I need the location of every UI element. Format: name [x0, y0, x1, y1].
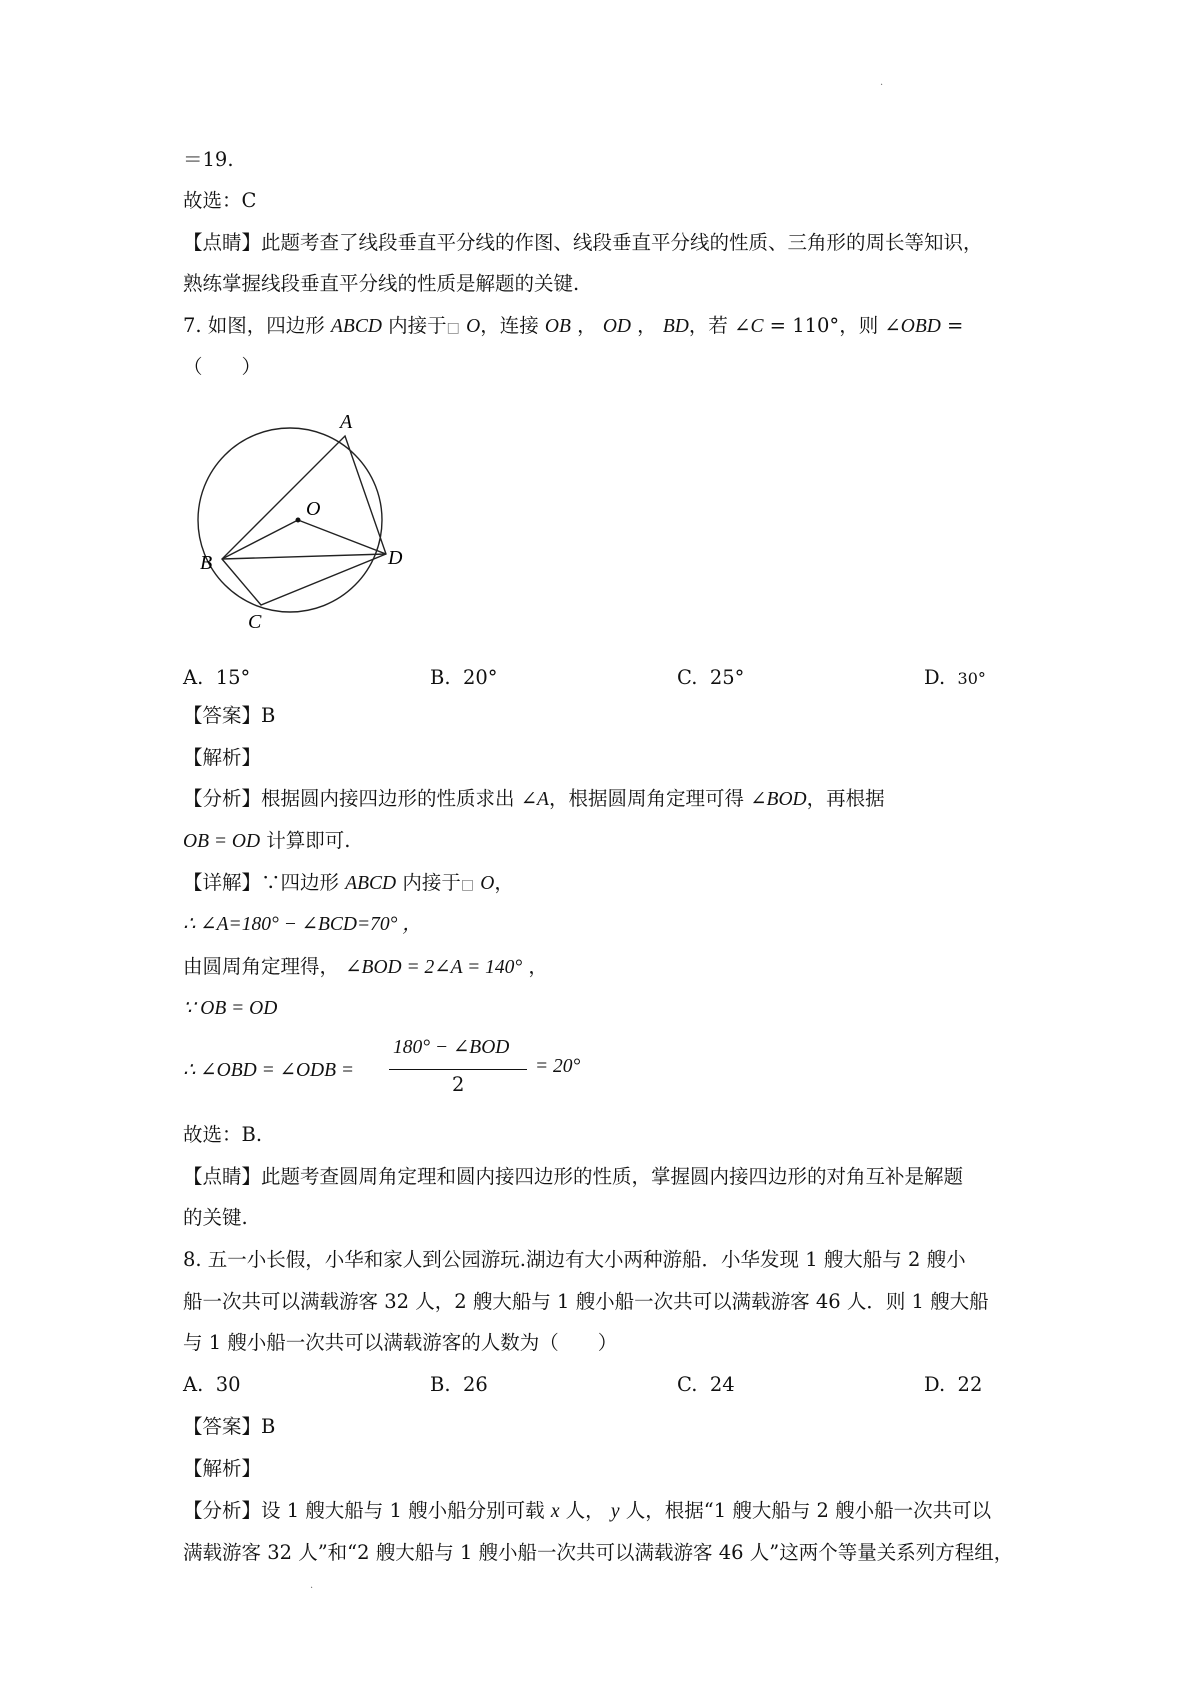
q8-option-c — [677, 1370, 735, 1400]
q8-stem-1: 8. 五一小长假，小华和家人到公园游玩.湖边有大小两种游船．小华发现 1 艘大船与 2 艘小 — [183, 1248, 966, 1271]
fenxi-angle-a: ∠A — [520, 789, 549, 810]
fenxi-text-2: ，根据圆周角定理可得 — [548, 787, 744, 810]
xiangjie-comma: ， — [494, 871, 514, 894]
q7-comment-1: 【点睛】此题考查圆周角定理和圆内接四边形的性质，掌握圆内接四边形的对角互补是解题 — [183, 1165, 964, 1188]
q7-circle-symbol: □ — [446, 320, 460, 336]
segment-ob — [222, 520, 298, 559]
circle-diagram — [188, 402, 418, 637]
segment-bd — [222, 554, 386, 559]
q7-option-d — [924, 663, 986, 694]
fenxi-angle-bod: ∠BOD — [750, 789, 807, 810]
q7-eq: = — [947, 314, 964, 337]
option-value: 30° — [957, 669, 986, 688]
step2-pre: 由圆周角定理得， — [183, 955, 340, 978]
option-key: B. — [430, 666, 451, 689]
label-o: O — [306, 498, 321, 520]
q7-stem-text-2: 内接于 — [388, 314, 447, 337]
q7-option-a — [183, 663, 250, 693]
q7-abcd: ABCD — [331, 316, 382, 337]
label-d: D — [388, 547, 403, 569]
fenxi-ob-od: OB = OD — [183, 831, 261, 852]
q8-option-a — [183, 1370, 241, 1400]
q8-stem-3: 与 1 艘小船一次共可以满载游客的人数为（ ） — [183, 1331, 618, 1354]
segment-od — [298, 520, 386, 554]
bottom-dot: · — [310, 1583, 314, 1594]
q7-analysis-head: 【解析】 — [183, 746, 262, 769]
q7-step-4-lhs: ∴ ∠OBD = ∠ODB = — [183, 1060, 355, 1081]
label-b: B — [200, 552, 213, 574]
circle-o — [198, 428, 382, 612]
q7-paren: （ ） — [183, 355, 262, 378]
xiangjie-circle-symbol: □ — [460, 877, 475, 893]
q8-analysis-head: 【解析】 — [183, 1457, 262, 1480]
option-value: 26 — [462, 1373, 488, 1396]
label-c: C — [248, 611, 262, 633]
fraction-bar — [389, 1069, 527, 1070]
option-value: 20° — [462, 666, 498, 689]
fenxi-tail: 计算即可. — [266, 829, 351, 852]
q7-fenxi-1 — [183, 784, 885, 815]
option-key: D. — [924, 666, 946, 689]
q7-stem-text-3: ，连接 — [480, 314, 539, 337]
q7-fenxi-2 — [183, 826, 350, 857]
q7-stem-text-5: ，则 — [839, 314, 879, 337]
option-value: 15° — [215, 666, 251, 689]
xiangjie-text-2: 内接于 — [402, 871, 461, 894]
q8-answer: 【答案】B — [183, 1415, 276, 1438]
option-value: 30 — [215, 1373, 241, 1396]
q8-x: x — [550, 1501, 560, 1522]
step2-tail: ， — [528, 955, 548, 978]
q7-angle-c: ∠C — [734, 316, 764, 337]
q7-angle-obd: ∠OBD — [884, 316, 941, 337]
q8-option-d — [924, 1370, 982, 1400]
q7-step-3: ∵ OB = OD — [183, 998, 278, 1019]
q7-bd: BD — [662, 316, 689, 337]
q7-od: OD — [602, 316, 631, 337]
q8-fenxi-1 — [183, 1496, 991, 1527]
q8-y: y — [610, 1501, 620, 1522]
q7-ob: OB — [544, 316, 571, 337]
option-key: B. — [430, 1373, 451, 1396]
prev-comment-1: 【点睛】此题考查了线段垂直平分线的作图、线段垂直平分线的性质、三角形的周长等知识， — [183, 231, 983, 254]
fenxi-text: 【分析】根据圆内接四边形的性质求出 — [183, 787, 515, 810]
q7-figure — [188, 402, 418, 637]
prev-result: ＝19. — [183, 148, 234, 171]
q8-fenxi-2: 满载游客 32 人”和“2 艘大船与 1 艘小船一次共可以满载游客 46 人”这两个等量关系列方程组， — [183, 1541, 1014, 1564]
q7-option-b — [430, 663, 498, 693]
option-value: 25° — [709, 666, 745, 689]
q7-option-c — [677, 663, 744, 693]
option-value: 22 — [957, 1373, 983, 1396]
q8-stem-2: 船一次共可以满载游客 32 人，2 艘大船与 1 艘小船一次共可以满载游客 46 人．则 1 艘大船 — [183, 1290, 989, 1313]
q7-eq110: = 110° — [769, 314, 840, 337]
option-key: C. — [677, 666, 698, 689]
q8-fenxi-text-3: 人，根据“1 艘大船与 2 艘小船一次共可以 — [625, 1499, 992, 1522]
q7-stem-text: 7. 如图，四边形 — [183, 314, 325, 337]
prev-choice: 故选：C — [183, 189, 257, 212]
xiangjie-text: 【详解】∵四边形 — [183, 871, 340, 894]
fenxi-text-3: ，再根据 — [806, 787, 885, 810]
option-key: A. — [183, 666, 204, 689]
xiangjie-o: O — [480, 873, 495, 894]
q7-step-4-numerator: 180° − ∠BOD — [393, 1037, 510, 1058]
q7-step-2 — [183, 952, 548, 983]
prev-comment-2: 熟练掌握线段垂直平分线的性质是解题的关键. — [183, 272, 580, 295]
q8-fenxi-text: 【分析】设 1 艘大船与 1 艘小船分别可载 — [183, 1499, 545, 1522]
q7-xiangjie — [183, 868, 514, 900]
q7-o: O — [466, 316, 481, 337]
q8-option-b — [430, 1370, 488, 1400]
q7-choose: 故选：B. — [183, 1123, 263, 1146]
q7-step-4-denominator: 2 — [452, 1073, 465, 1096]
step2-math: ∠BOD = 2∠A = 140° — [345, 957, 523, 978]
top-dot: · — [880, 80, 884, 91]
q7-stem: 7. 如图，四边形 ABCD 内接于□ O，连接 OB ， OD ， BD，若 ∠C = 110°，则 ∠OBD = — [183, 314, 964, 337]
label-a: A — [340, 411, 353, 433]
option-key: C. — [677, 1373, 698, 1396]
q7-stem-text-4: ，若 — [688, 314, 728, 337]
q7-comment-2: 的关键. — [183, 1206, 248, 1229]
q7-step-1: ∴ ∠A=180° − ∠BCD=70° ， — [183, 914, 422, 935]
q8-fenxi-text-2: 人， — [565, 1499, 605, 1522]
option-key: D. — [924, 1373, 946, 1396]
q7-step-4-rhs: = 20° — [535, 1056, 581, 1077]
center-dot — [296, 518, 301, 523]
xiangjie-abcd: ABCD — [345, 873, 397, 894]
option-key: A. — [183, 1373, 204, 1396]
option-value: 24 — [709, 1373, 735, 1396]
q7-answer: 【答案】B — [183, 704, 276, 727]
